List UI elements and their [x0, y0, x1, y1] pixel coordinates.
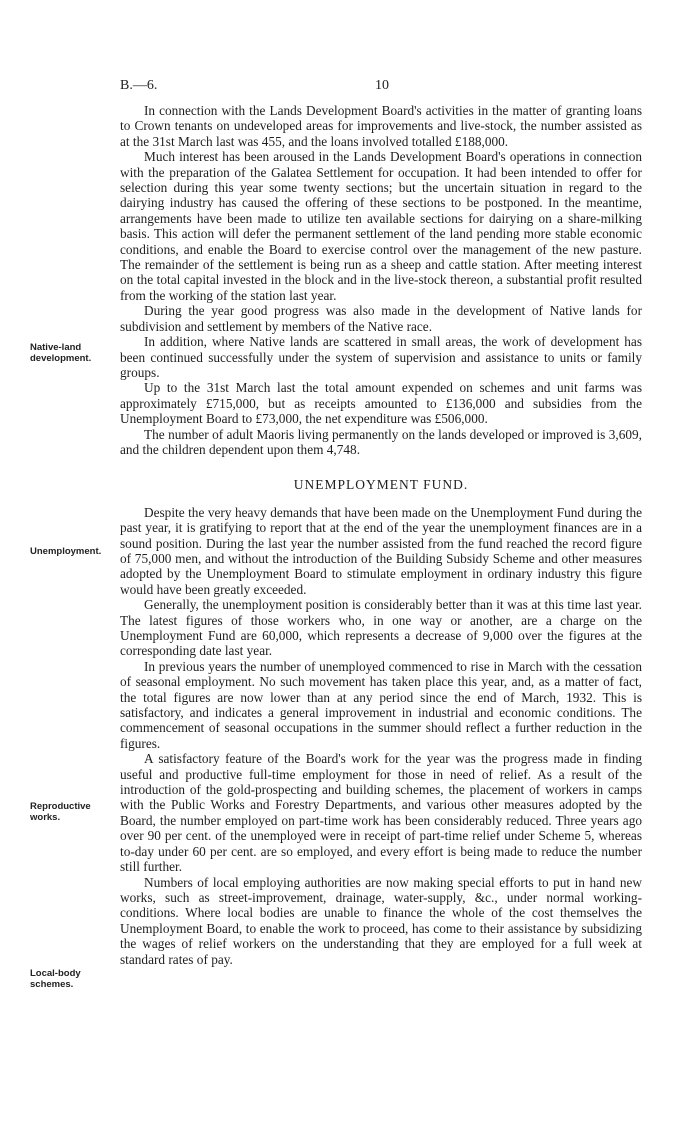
margin-note-local-body-schemes: Local-body schemes. — [30, 968, 81, 990]
margin-note-native-land: Native-land development. — [30, 342, 92, 364]
paragraph: In addition, where Native lands are scattered in small areas, the work of development has been continued successfully under the system of supervision and assistance to units or family groups. — [120, 334, 642, 380]
margin-note-unemployment: Unemployment. — [30, 546, 102, 557]
paragraph: Numbers of local employing authorities are now making special efforts to put in hand new works, such as street-improvement, drainage, water-supply, &c., under normal working-conditions. Where local bodies are unable to finance the whole of the cost themselves the Unemployment Board, to enable the work to proceed, has come to their assistance by subsidizing the wages of relief workers on the understanding that they are employed for a full week at standard rates of pay. — [120, 874, 642, 967]
section-heading: UNEMPLOYMENT FUND. — [293, 477, 469, 493]
page-number: 10 — [375, 78, 389, 93]
paragraph: The number of adult Maoris living permanently on the lands developed or improved is 3,609, and the children dependent upon them 4,748. — [120, 426, 642, 457]
paragraph: In previous years the number of unemployed commenced to rise in March with the cessation of seasonal employment. No such movement has taken place this year, and, as a matter of fact, the total figures are now lower than at any period since the end of March, 1932. This is satisfactory, and indicates a general improvement in industrial and economic conditions. The commencement of seasonal occupations in the summer should reflect a further reduction in the figures. — [120, 658, 642, 751]
page-header — [120, 78, 640, 96]
paragraph: Generally, the unemployment position is considerably better than it was at this time last year. The latest figures of those workers who, in one way or another, are a charge on the Unemployment Fund are 60,000, which represents a decrease of 9,000 over the figures at the corresponding date last year. — [120, 597, 642, 659]
paragraph: In connection with the Lands Development Board's activities in the matter of granting loans to Crown tenants on undeveloped areas for improvements and live-stock, the number assisted as at the 31st March last was 455, and the loans involved totalled £188,000. — [120, 103, 642, 149]
body-text — [120, 103, 642, 967]
paragraph: During the year good progress was also made in the development of Native lands for subdivision and settlement by members of the Native race. — [120, 303, 642, 334]
paragraph: Much interest has been aroused in the Lands Development Board's operations in connection with the preparation of the Galatea Settlement for occupation. It had been intended to offer for selection during this year some twenty sections; but the uncertain situation in regard to the dairying industry has caused the offering of these sections to be postponed. In the meantime, arrangements have been made to utilize ten available sections for dairying on a share-milking basis. This action will defer the permanent settlement of the land pending more stable economic conditions, and enable the Board to exercise control over the management of the new pasture. The remainder of the settlement is being run as a sheep and cattle station. After meeting interest on the total capital invested in the block and in the live-stock thereon, a substantial profit resulted from the working of the station last year. — [120, 149, 642, 303]
margin-note-reproductive-works: Reproductive works. — [30, 801, 91, 823]
paragraph: Despite the very heavy demands that have been made on the Unemployment Fund during the past year, it is gratifying to report that at the end of the year the unemployment finances are in a sound position. During the last year the number assisted from the fund reached the record figure of 75,000 men, and without the introduction of the Building Subsidy Scheme and other measures adopted by the Unemployment Board to stimulate employment in ordinary industry this figure would have been greatly exceeded. — [120, 504, 642, 597]
paragraph: A satisfactory feature of the Board's work for the year was the progress made in finding useful and productive full-time employment for those in need of relief. As a result of the introduction of the gold-prospecting and building schemes, the placement of workers in camps with the Public Works and Forestry Departments, and various other measures adopted by the Board, the number employed on part-time work has been considerably reduced. Three years ago over 90 per cent. of the unemployed were in receipt of part-time relief under Scheme 5, whereas to-day under 60 per cent. are so employed, and every effort is being made to reduce the number still further. — [120, 751, 642, 875]
document-reference: B.—6. — [120, 78, 158, 93]
paragraph: Up to the 31st March last the total amount expended on schemes and unit farms was approximately £715,000, but as receipts amounted to £136,000 and subsidies from the Unemployment Board to £73,000, the net expenditure was £506,000. — [120, 380, 642, 427]
